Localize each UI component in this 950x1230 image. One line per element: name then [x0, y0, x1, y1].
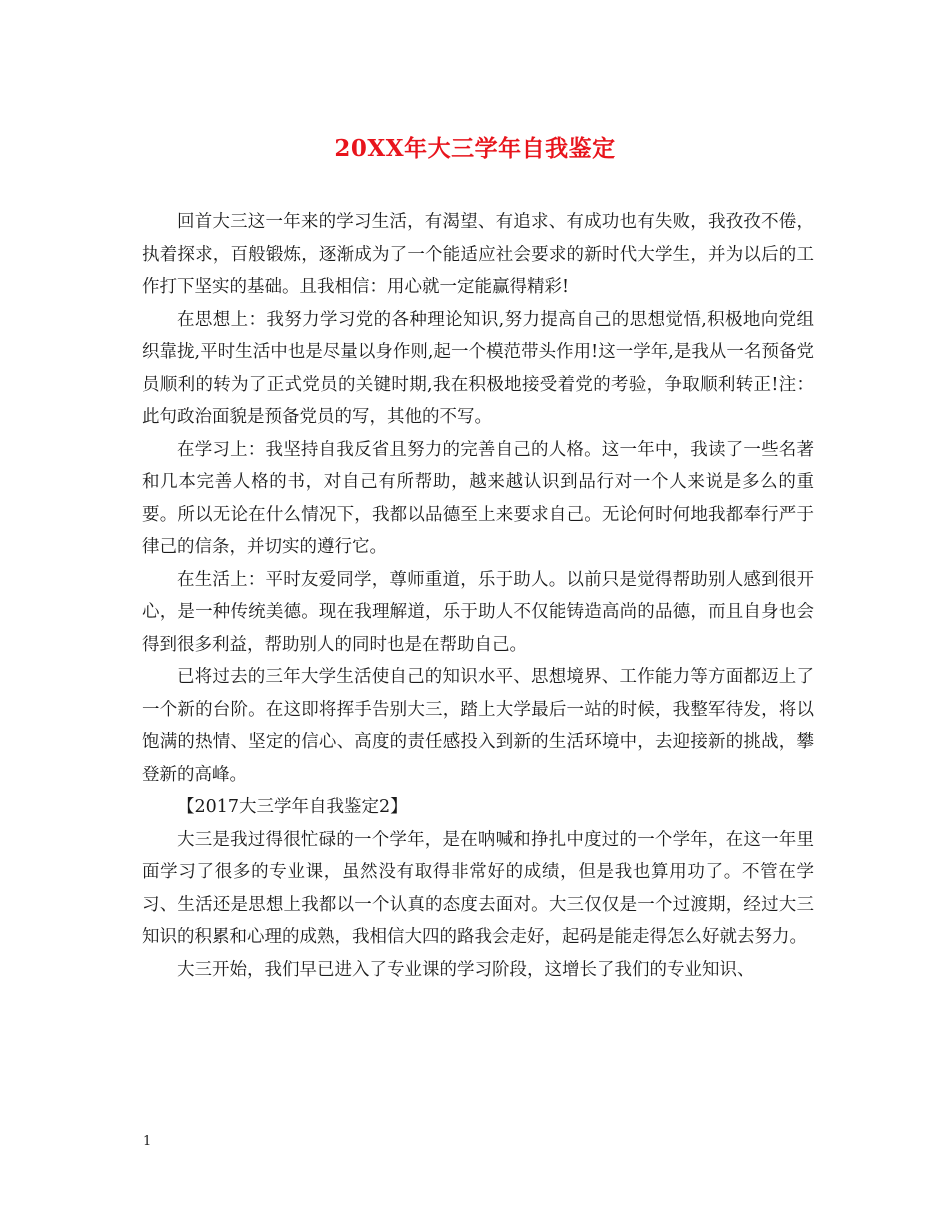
paragraph-professional-courses: 大三开始，我们早已进入了专业课的学习阶段，这增长了我们的专业知识、 — [177, 959, 755, 980]
document-body — [142, 206, 814, 986]
document-title: 20XX年大三学年自我鉴定 — [334, 135, 616, 162]
page-number: 1 — [143, 1134, 152, 1149]
paragraph-study: 在学习上：我坚持自我反省且努力的完善自己的人格。这一年中，我读了一些名著和几本完善人格的书，对自己有所帮助，越来越认识到品行对一个人来说是多么的重要。所以无论在什么情况下，我都以品德至上来要求自己。无论何时何地我都奉行严于律己的信条，并切实的遵行它。 — [142, 439, 814, 557]
section-heading-2: 【2017大三学年自我鉴定2】 — [177, 797, 408, 817]
paragraph-summary: 已将过去的三年大学生活使自己的知识水平、思想境界、工作能力等方面都迈上了一个新的台阶。在这即将挥手告别大三，踏上大学最后一站的时候，我整军待发，将以饱满的热情、坚定的信心、高度的责任感投入到新的生活环境中，去迎接新的挑战，攀登新的高峰。 — [142, 667, 814, 785]
paragraph-life: 在生活上：平时友爱同学，尊师重道，乐于助人。以前只是觉得帮助别人感到很开心，是一种传统美德。现在我理解道，乐于助人不仅能铸造高尚的品德，而且自身也会得到很多利益，帮助别人的同时也是在帮助自己。 — [142, 569, 814, 655]
paragraph-ideology: 在思想上：我努力学习党的各种理论知识,努力提高自己的思想觉悟,积极地向党组织靠拢,平时生活中也是尽量以身作则,起一个模范带头作用!这一学年,是我从一名预备党员顺利的转为了正式党员的关键时期,我在积极地接受着党的考验，争取顺利转正!注：此句政治面貌是预备党员的写，其他的不写。 — [142, 309, 814, 427]
paragraph-intro: 回首大三这一年来的学习生活，有渴望、有追求、有成功也有失败，我孜孜不倦，执着探求，百般锻炼，逐渐成为了一个能适应社会要求的新时代大学生，并为以后的工作打下坚实的基础。且我相信：用心就一定能赢得精彩! — [142, 212, 814, 297]
paragraph-year-three: 大三是我过得很忙碌的一个学年，是在呐喊和挣扎中度过的一个学年，在这一年里面学习了很多的专业课，虽然没有取得非常好的成绩，但是我也算用功了。不管在学习、生活还是思想上我都以一个认真的态度去面对。大三仅仅是一个过渡期，经过大三知识的积累和心理的成熟，我相信大四的路我会走好，起码是能走得怎么好就去努力。 — [142, 829, 814, 947]
